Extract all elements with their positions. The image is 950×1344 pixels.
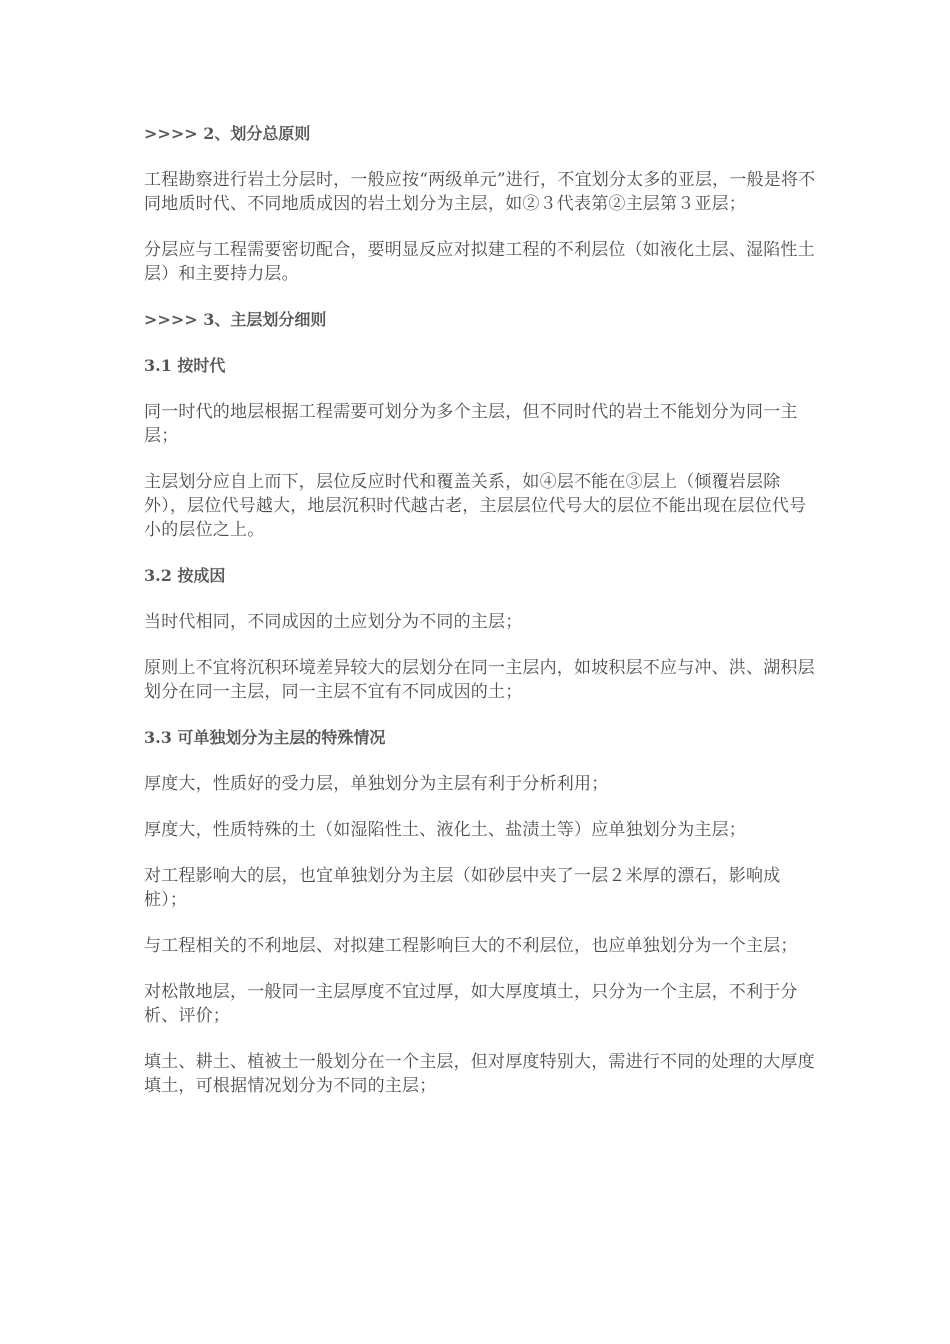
section-3-3-para-3: 对工程影响大的层，也宜单独划分为主层（如砂层中夹了一层２米厚的漂石，影响成桩）；	[144, 866, 781, 910]
document-body	[144, 122, 816, 1120]
section-3-3-para-6: 填土、耕土、植被土一般划分在一个主层，但对厚度特别大，需进行不同的处理的大厚度填土，可根据情况划分为不同的主层；	[144, 1052, 815, 1096]
section-3-1-para-2: 主层划分应自上而下，层位反应时代和覆盖关系，如④层不能在③层上（倾覆岩层除外），层位代号越大，地层沉积时代越古老，主层层位代号大的层位不能出现在层位代号小的层位之上。	[144, 472, 807, 540]
section-3-2-para-2: 原则上不宜将沉积环境差异较大的层划分在同一主层内，如坡积层不应与冲、洪、湖积层划分在同一主层，同一主层不宜有不同成因的土；	[144, 658, 815, 702]
section-3-1-para-1: 同一时代的地层根据工程需要可划分为多个主层，但不同时代的岩土不能划分为同一主层；	[144, 402, 798, 446]
section-3-2-para-1: 当时代相同，不同成因的土应划分为不同的主层；	[144, 612, 523, 632]
section-3-1-heading: 3.1 按时代	[144, 356, 226, 375]
section-3-2-heading: 3.2 按成因	[144, 566, 226, 585]
section-2-para-2: 分层应与工程需要密切配合，要明显反应对拟建工程的不利层位（如液化土层、湿陷性土层）和主要持力层。	[144, 240, 815, 284]
section-3-3-para-4: 与工程相关的不利地层、对拟建工程影响巨大的不利层位，也应单独划分为一个主层；	[144, 936, 798, 956]
section-3-heading: >>>> 3、主层划分细则	[144, 310, 327, 329]
section-3-3-para-1: 厚度大，性质好的受力层，单独划分为主层有利于分析利用；	[144, 774, 609, 794]
section-3-3-para-2: 厚度大，性质特殊的土（如湿陷性土、液化土、盐渍土等）应单独划分为主层；	[144, 820, 746, 840]
section-2-para-1: 工程勘察进行岩土分层时，一般应按“两级单元”进行，不宜划分太多的亚层，一般是将不同地质时代、不同地质成因的岩土划分为主层，如②３代表第②主层第３亚层；	[144, 170, 816, 214]
section-3-3-para-5: 对松散地层，一般同一主层厚度不宜过厚，如大厚度填土，只分为一个主层，不利于分析、评价；	[144, 982, 798, 1026]
section-2-heading: >>>> 2、划分总原则	[144, 124, 311, 143]
section-3-3-heading: 3.3 可单独划分为主层的特殊情况	[144, 728, 386, 747]
